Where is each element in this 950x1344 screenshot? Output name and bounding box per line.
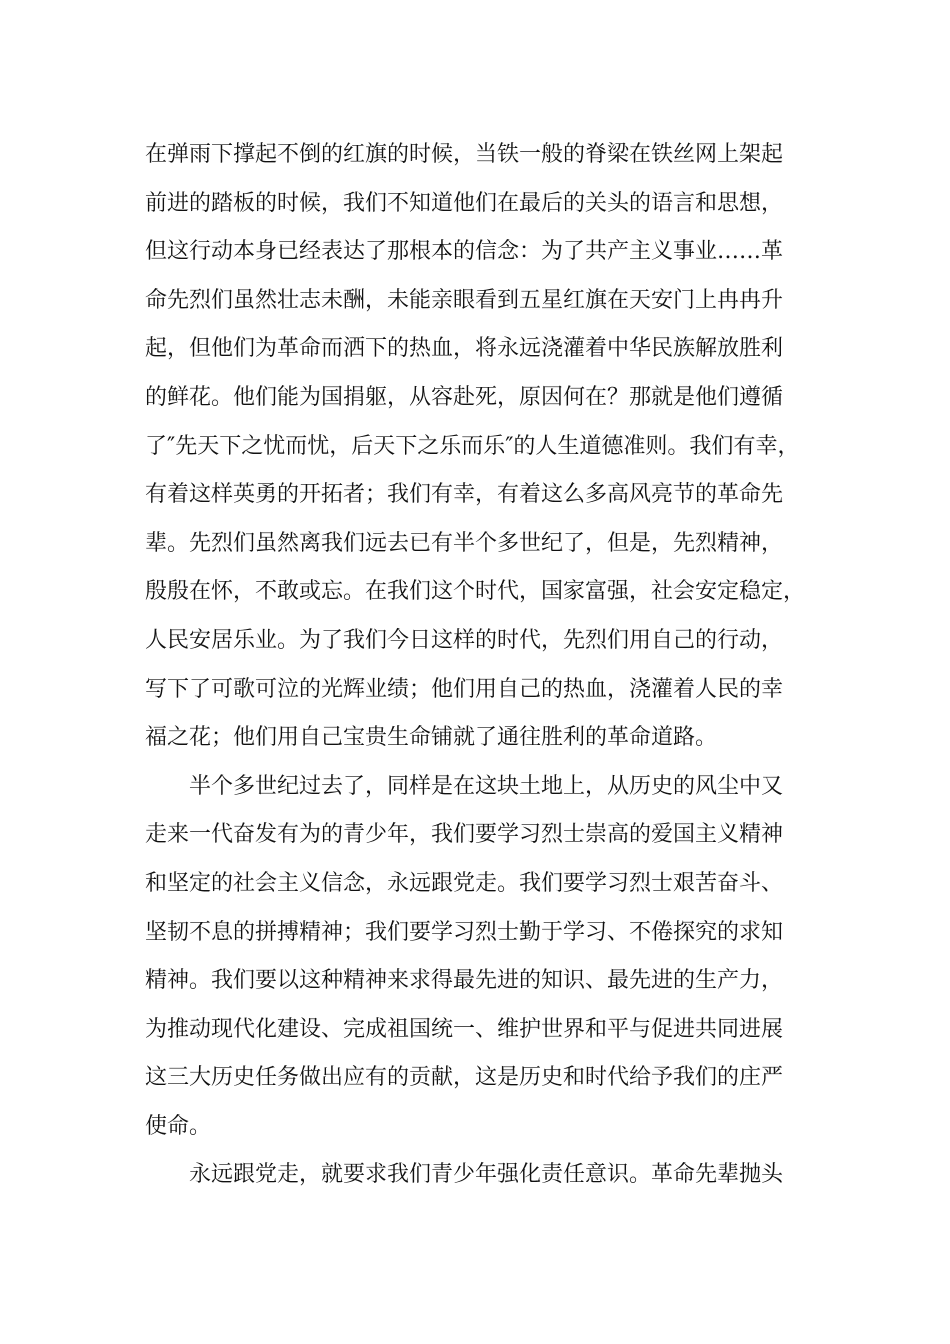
text-line: 使命。 — [145, 1113, 212, 1139]
text-line: 在弹雨下撑起不倒的红旗的时候，当铁一般的脊梁在铁丝网上架起 — [145, 142, 784, 167]
text-line: 精神。我们要以这种精神来求得最先进的知识、最先进的生产力， — [145, 968, 784, 994]
text-line: 的鲜花。他们能为国捐躯，从容赴死，原因何在？那就是他们遵循 — [145, 384, 784, 410]
text-line: 人民安居乐业。为了我们今日这样的时代，先烈们用自己的行动， — [145, 627, 784, 653]
text-line: 坚韧不息的拼搏精神；我们要学习烈士勤于学习、不倦探究的求知 — [145, 919, 784, 945]
text-line: 了″先天下之忧而忧，后天下之乐而乐″的人生道德准则。我们有幸， — [145, 433, 800, 459]
text-line: 有着这样英勇的开拓者；我们有幸，有着这么多高风亮节的革命先 — [145, 482, 784, 508]
text-line: 但这行动本身已经表达了那根本的信念：为了共产主义事业……革 — [145, 239, 784, 265]
text-line: 和坚定的社会主义信念，永远跟党走。我们要学习烈士艰苦奋斗、 — [145, 870, 784, 896]
text-line: 为推动现代化建设、完成祖国统一、维护世界和平与促进共同进展 — [145, 1016, 784, 1042]
paragraph-first-line: 半个多世纪过去了，同样是在这块土地上，从历史的风尘中又 — [189, 773, 784, 799]
text-line: 殷殷在怀，不敢或忘。在我们这个时代，国家富强，社会安定稳定， — [145, 579, 806, 605]
paragraph-first-line: 永远跟党走，就要求我们青少年强化责任意识。革命先辈抛头 — [189, 1162, 784, 1188]
text-line: 命先烈们虽然壮志未酬，未能亲眼看到五星红旗在天安门上冉冉升 — [145, 287, 784, 313]
text-line: 这三大历史任务做出应有的贡献，这是历史和时代给予我们的庄严 — [145, 1065, 784, 1091]
text-line: 写下了可歌可泣的光辉业绩；他们用自己的热血，浇灌着人民的幸 — [145, 676, 784, 702]
text-line: 福之花；他们用自己宝贵生命铺就了通往胜利的革命道路。 — [145, 725, 718, 751]
text-line: 走来一代奋发有为的青少年，我们要学习烈士崇高的爱国主义精神 — [145, 822, 784, 848]
text-line: 前进的踏板的时候，我们不知道他们在最后的关头的语言和思想， — [145, 190, 784, 216]
text-line: 起，但他们为革命而洒下的热血，将永远浇灌着中华民族解放胜利 — [145, 336, 784, 362]
text-line: 辈。先烈们虽然离我们远去已有半个多世纪了，但是，先烈精神， — [145, 530, 784, 556]
document-body — [145, 131, 835, 1200]
